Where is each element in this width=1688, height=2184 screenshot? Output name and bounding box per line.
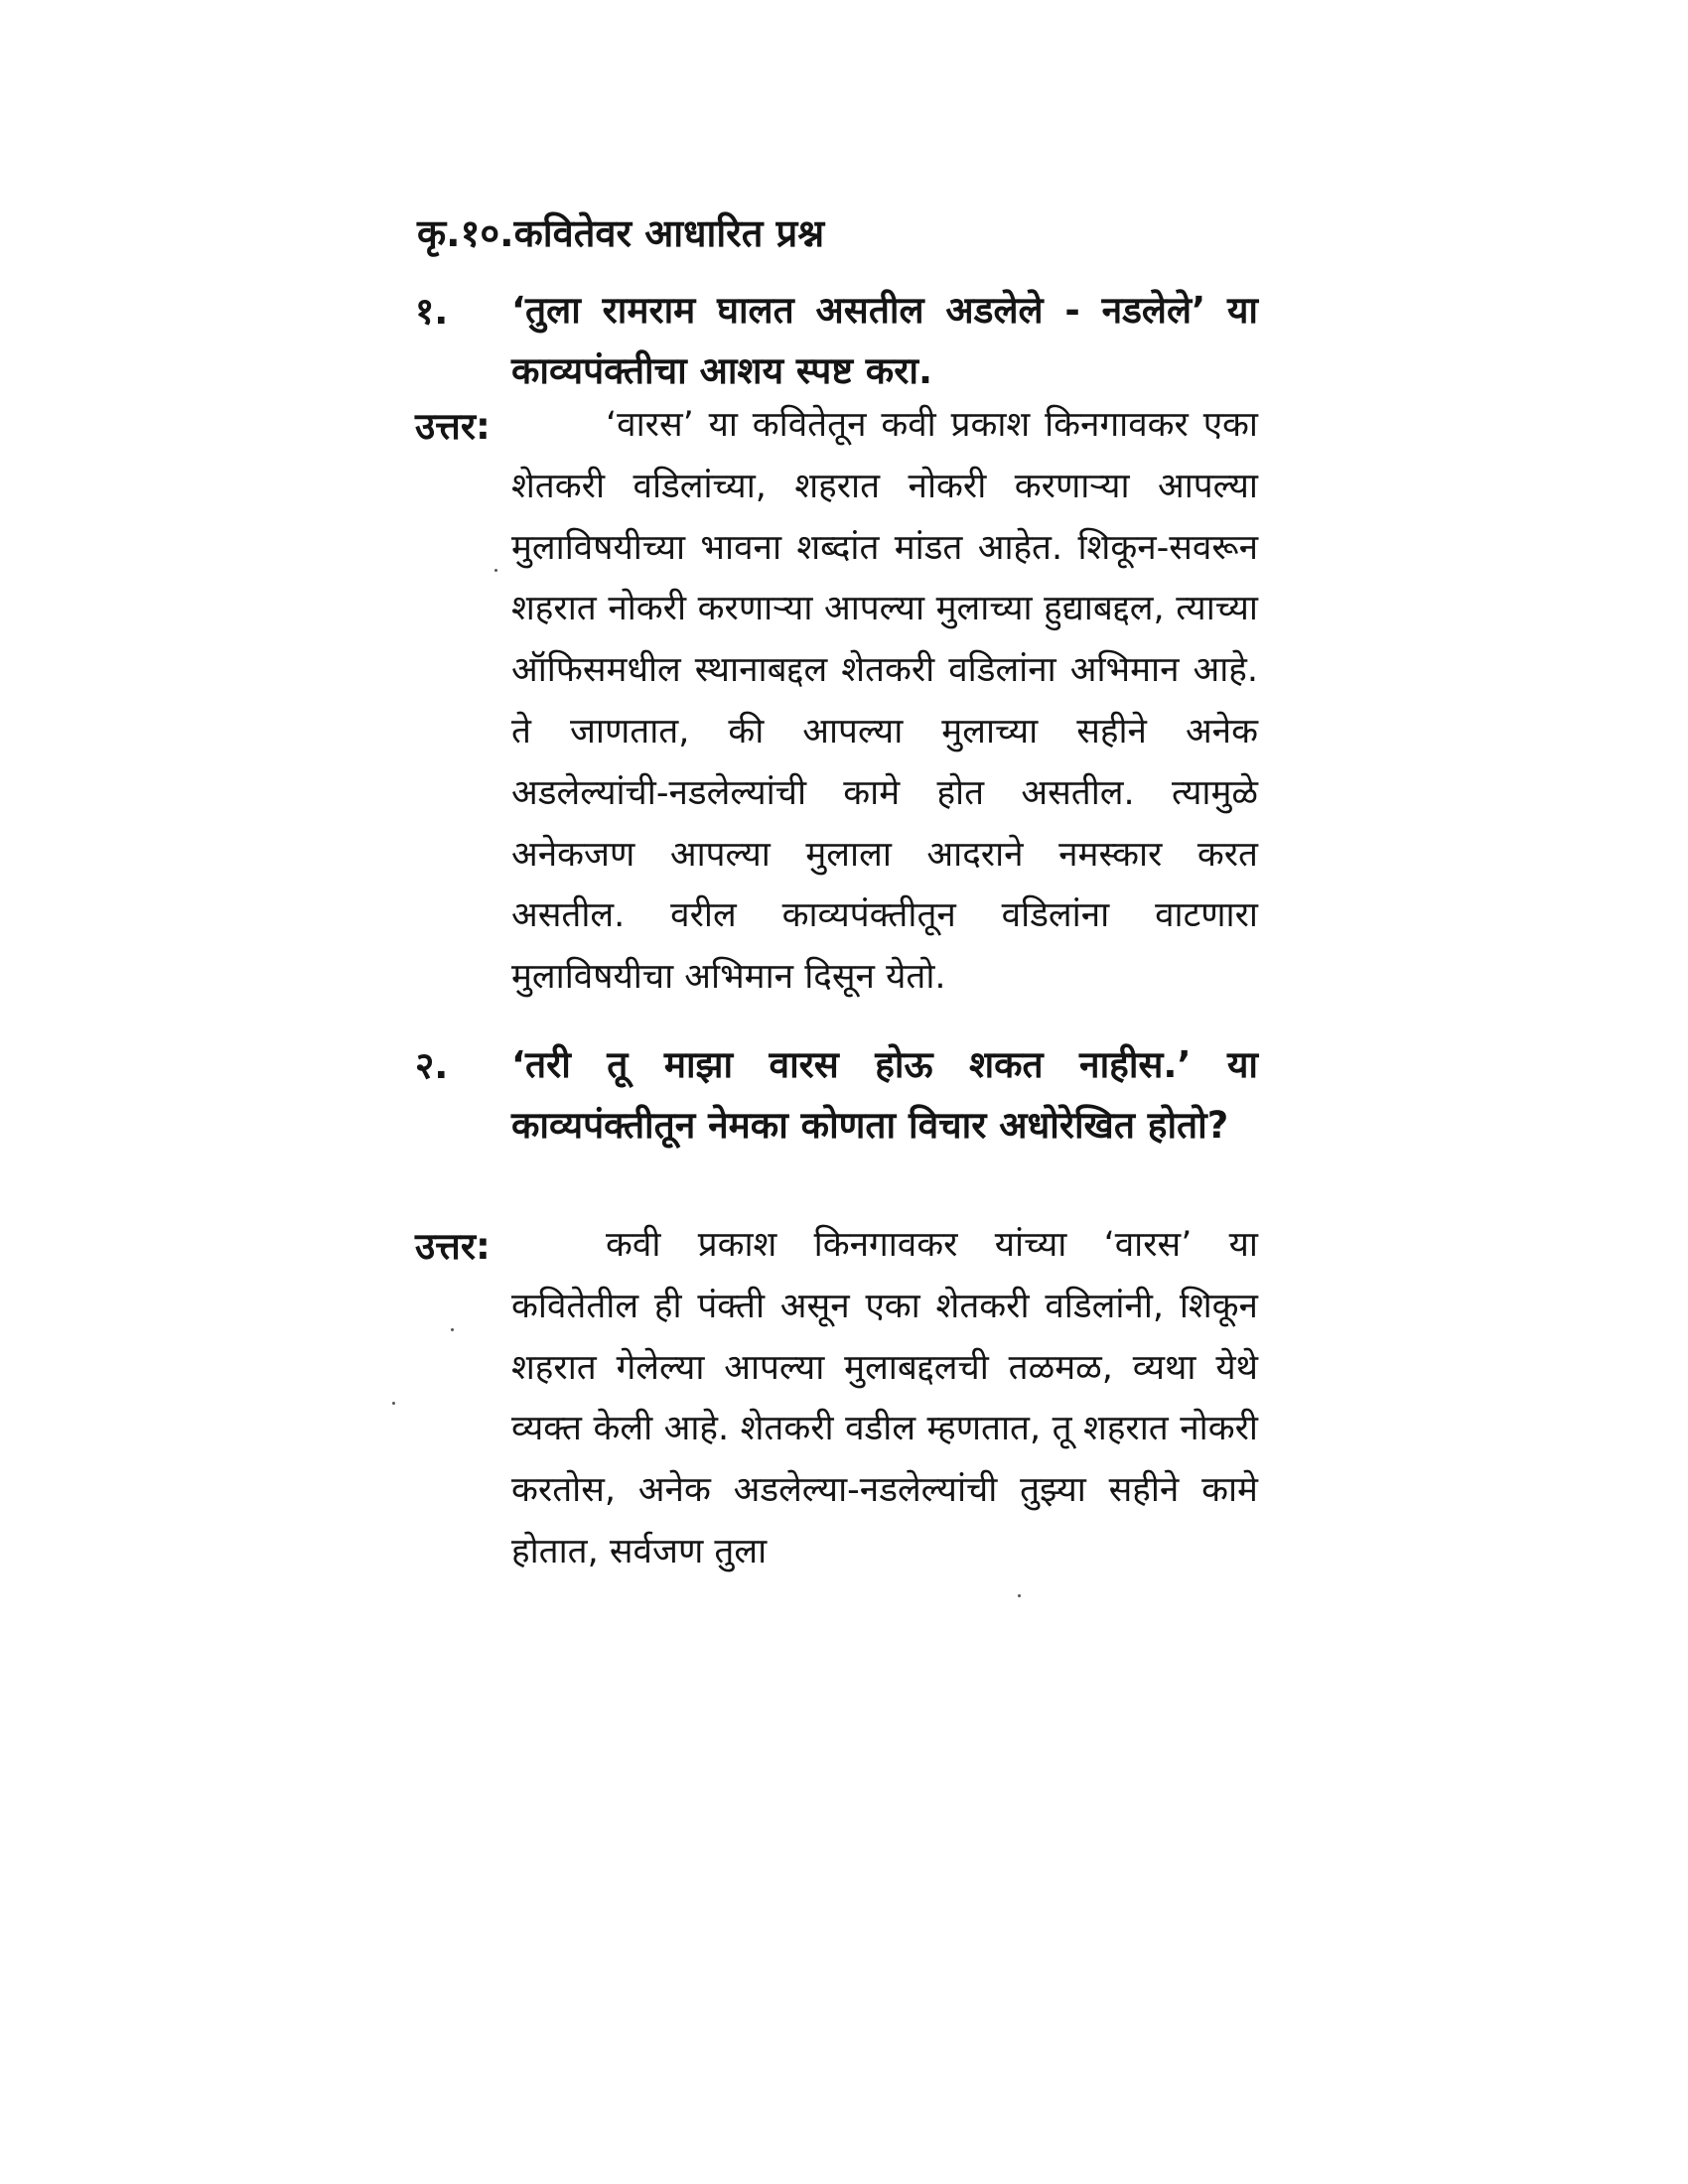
section-heading: कृ.१०.कवितेवर आधारित प्रश्न	[417, 211, 825, 255]
answer-text-1	[511, 395, 1258, 1009]
answer-label-2: उत्तर:	[415, 1225, 491, 1268]
question-text-1: ‘तुला रामराम घालत असतील अडलेले - नडलेले’ या काव्यपंक्तीचा आशय स्पष्ट करा.	[511, 289, 1258, 392]
scan-speck	[392, 1402, 395, 1405]
scan-speck	[494, 569, 497, 572]
answer-body-1: ‘वारस’ या कवितेतून कवी प्रकाश किनगावकर एका शेतकरी वडिलांच्या, शहरात नोकरी करणाऱ्या आपल्या मुलाविषयीच्या भावना शब्दांत मांडत आहेत. शिकून-सवरून शहरात नोकरी करणाऱ्या आपल्या मुलाच्या हुद्याबद्दल, त्याच्या ऑफिसमधील स्थानाबद्दल शेतकरी वडिलांना अभिमान आहे. ते जाणतात, की आपल्या मुलाच्या सहीने अनेक अडलेल्यांची-नडलेल्यांची कामे होत असतील. त्यामुळे अनेकजण आपल्या मुलाला आदराने नमस्कार करत असतील. वरील काव्यपंक्तीतून वडिलांना वाटणारा मुलाविषयीचा अभिमान दिसून येतो.	[511, 405, 1258, 998]
question-number-1: १.	[415, 290, 449, 333]
question-number-2: २.	[415, 1044, 449, 1087]
answer-label-1: उत्तर:	[415, 405, 491, 448]
answer-text-2	[511, 1215, 1258, 1583]
scan-speck	[1018, 1594, 1021, 1597]
question-text-2: ‘तरी तू माझा वारस होऊ शकत नाहीस.’ या काव्यपंक्तीतून नेमका कोणता विचार अधोरेखित होतो?	[511, 1043, 1258, 1147]
answer-body-2: कवी प्रकाश किनगावकर यांच्या ‘वारस’ या कवितेतील ही पंक्ती असून एका शेतकरी वडिलांनी, शिकून शहरात गेलेल्या आपल्या मुलाबद्दलची तळमळ, व्यथा येथे व्यक्त केली आहे. शेतकरी वडील म्हणतात, तू शहरात नोकरी करतोस, अनेक अडलेल्या-नडलेल्यांची तुझ्या सहीने कामे होतात, सर्वजण तुला	[511, 1225, 1258, 1571]
scan-speck	[451, 1328, 454, 1331]
